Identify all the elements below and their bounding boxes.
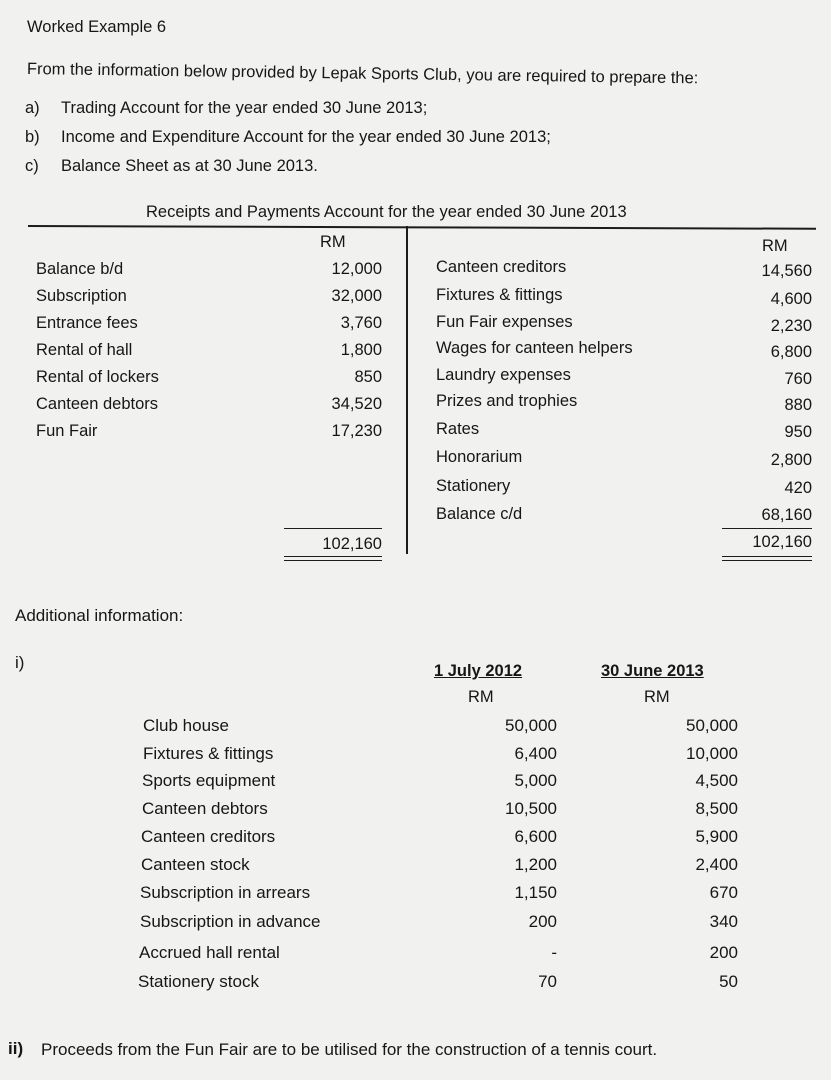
left-total: 102,160 [322,535,382,553]
balance-2013: 2,400 [695,855,738,874]
item-ii-text: Proceeds from the Fun Fair are to be utilised for the construction of a tennis court. [41,1040,658,1059]
receipt-amount: 3,760 [340,314,382,332]
balance-2012: 200 [528,912,557,931]
balance-row-label: Sports equipment [142,771,276,790]
balance-2012: 10,500 [505,799,557,818]
payment-label: Laundry expenses [436,366,571,384]
right-total: 102,160 [752,533,812,551]
heading: Worked Example 6 [27,18,167,36]
payment-amount: 760 [784,370,812,388]
task-a-text: Trading Account for the year ended 30 June 2013; [61,99,428,117]
balance-2012: - [551,943,557,962]
task-b-marker: b) [25,128,40,146]
balance-row-label: Accrued hall rental [139,943,280,962]
receipt-label: Fun Fair [36,422,98,440]
balance-row-label: Subscription in arrears [140,883,311,902]
balance-row-label: Canteen creditors [141,827,276,846]
payment-label: Prizes and trophies [436,392,578,410]
rp-left-currency: RM [320,233,346,251]
receipt-label: Balance b/d [36,260,124,278]
payment-label: Wages for canteen helpers [436,339,633,357]
balance-row-label: Canteen stock [141,855,250,874]
task-c-marker: c) [25,157,39,175]
receipt-amount: 12,000 [331,260,382,278]
rp-right-currency: RM [762,237,788,255]
payment-amount: 68,160 [761,506,812,524]
balance-2012: 6,600 [514,827,557,846]
balance-row-label: Fixtures & fittings [143,744,274,763]
payment-label: Fun Fair expenses [436,313,573,331]
payment-label: Balance c/d [436,505,523,523]
balance-2013: 200 [709,943,738,962]
right-total-double-rule [722,560,812,561]
balance-2012: 6,400 [514,744,557,763]
receipt-amount: 34,520 [331,395,382,413]
balance-row-label: Club house [143,716,230,735]
balance-row-label: Subscription in advance [140,912,321,931]
balance-row-label: Canteen debtors [142,799,268,818]
balance-2013: 8,500 [695,799,738,818]
payment-label: Canteen creditors [436,258,567,276]
rp-center-divider [406,226,408,554]
balance-2012: 5,000 [514,771,557,790]
left-total-double-rule [284,560,382,561]
balance-2013: 670 [709,883,738,902]
item-ii-marker: ii) [8,1039,24,1058]
payment-amount: 4,600 [770,290,812,308]
task-b-text: Income and Expenditure Account for the year ended 30 June 2013; [61,128,551,146]
payment-label: Honorarium [436,448,523,466]
right-total-double-rule [722,556,812,557]
payment-label: Stationery [436,477,511,495]
payment-amount: 420 [784,479,812,497]
balance-2012: 1,200 [514,855,557,874]
balance-2012: 50,000 [505,716,557,735]
balance-2013: 5,900 [695,827,738,846]
rp-top-rule [28,225,816,230]
col-2012-currency: RM [468,688,494,706]
balance-2012: 1,150 [514,883,557,902]
col-2013-currency: RM [644,688,670,706]
receipt-amount: 32,000 [331,287,382,305]
left-total-double-rule [284,556,382,557]
receipt-label: Rental of hall [36,341,133,359]
col-2012-header: 1 July 2012 [434,662,523,680]
intro-text: From the information below provided by Lepak Sports Club, you are required to prepare the: [26,60,699,88]
payment-amount: 2,800 [770,451,812,469]
receipt-label: Rental of lockers [36,368,159,386]
payment-label: Rates [436,420,480,438]
receipt-label: Subscription [36,287,127,305]
balance-2013: 340 [709,912,738,931]
receipt-label: Canteen debtors [36,395,159,413]
right-total-top-rule [722,528,812,529]
balance-2013: 50,000 [686,716,738,735]
item-i-marker: i) [15,653,25,672]
balance-row-label: Stationery stock [138,972,259,991]
payment-amount: 2,230 [770,317,812,335]
balance-2013: 4,500 [695,771,738,790]
rp-account-title: Receipts and Payments Account for the year ended 30 June 2013 [146,203,627,221]
balance-2012: 70 [538,972,557,991]
task-c-text: Balance Sheet as at 30 June 2013. [61,157,318,175]
payment-amount: 880 [784,396,812,414]
receipt-label: Entrance fees [36,314,138,332]
left-total-top-rule [284,528,382,529]
balance-2013: 10,000 [686,744,738,763]
payment-label: Fixtures & fittings [436,286,563,304]
col-2013-header: 30 June 2013 [601,662,704,680]
payment-amount: 6,800 [770,343,812,361]
receipt-amount: 850 [354,368,382,386]
receipt-amount: 1,800 [340,341,382,359]
payment-amount: 950 [784,423,812,441]
receipt-amount: 17,230 [331,422,382,440]
additional-info-heading: Additional information: [15,606,184,625]
payment-amount: 14,560 [761,262,812,280]
task-a-marker: a) [25,99,40,117]
balance-2013: 50 [719,972,738,991]
